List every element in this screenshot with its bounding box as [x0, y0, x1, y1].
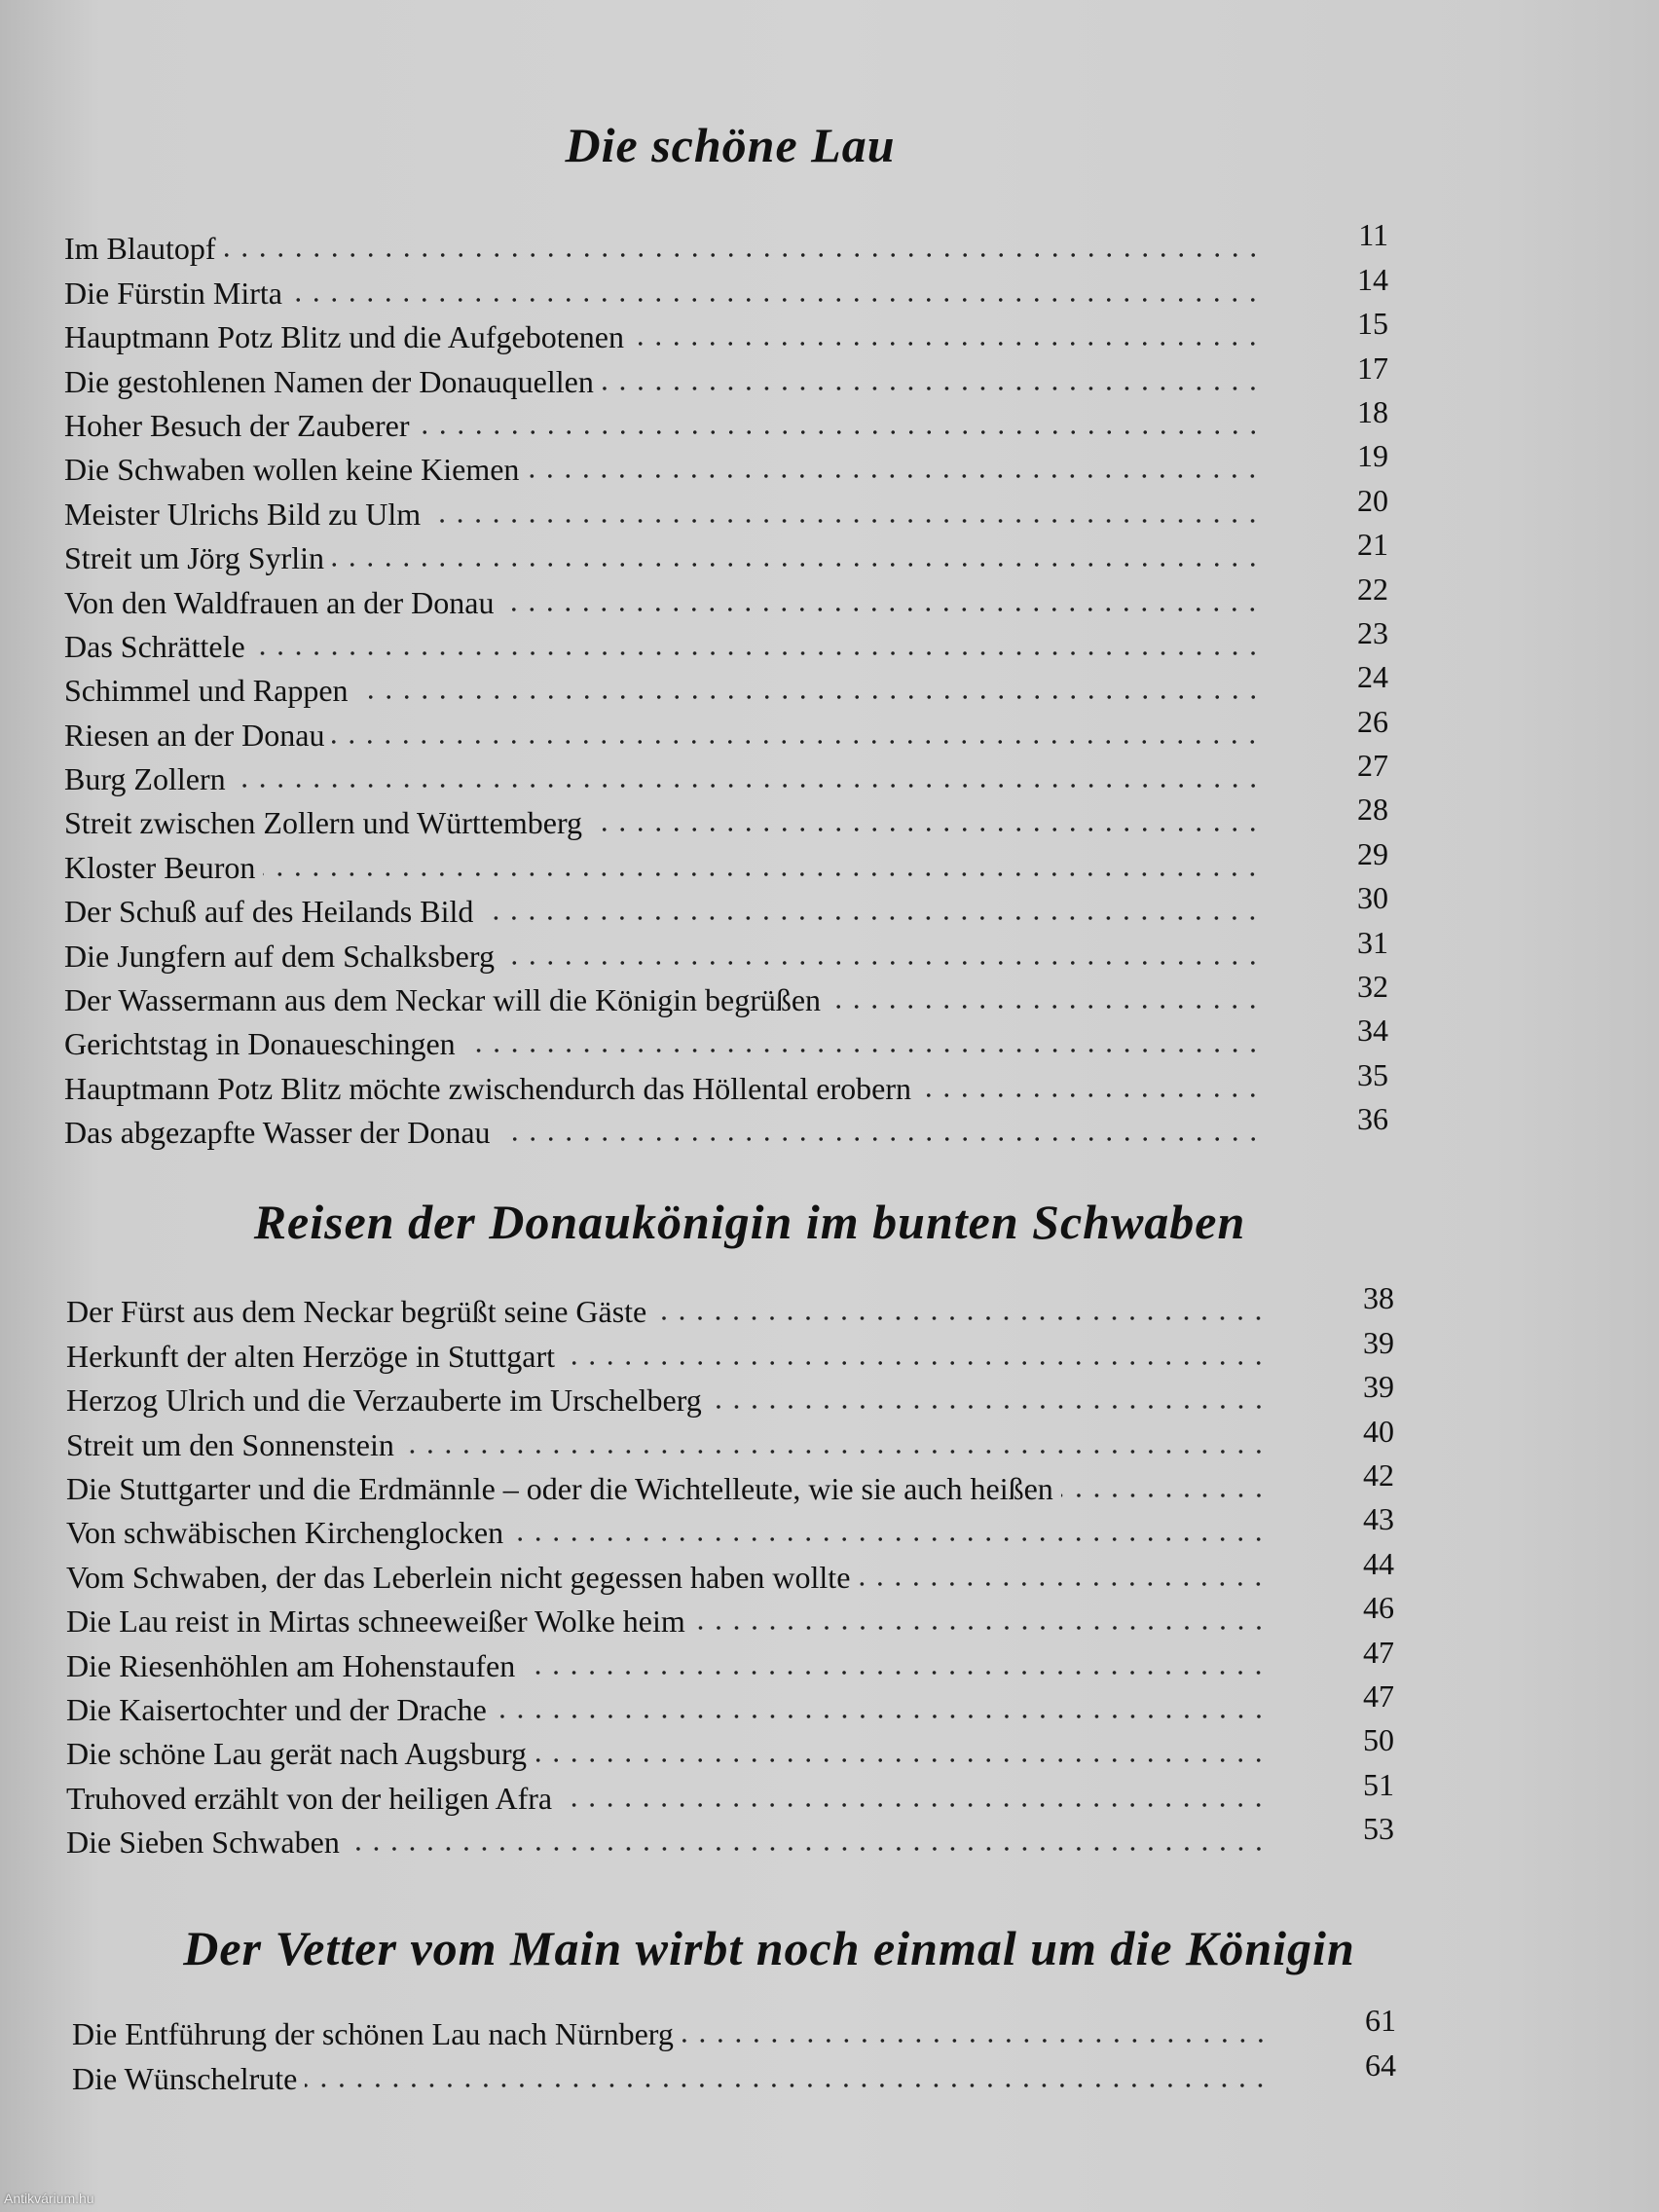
entry-title: Die schöne Lau gerät nach Augsburg [66, 1736, 528, 1772]
entry-page-number: 31 [1357, 924, 1388, 960]
entry-title: Die Sieben Schwaben [66, 1825, 340, 1861]
entry-page-number: 34 [1357, 1013, 1388, 1049]
dot-leader [511, 1536, 1268, 1542]
entry-page-number: 47 [1363, 1634, 1394, 1670]
entry-page-number: 24 [1357, 659, 1388, 695]
toc-list [64, 217, 1388, 1151]
entry-page-number: 32 [1357, 969, 1388, 1005]
entry-title: Burg Zollern [64, 761, 226, 797]
entry-page-number: 46 [1363, 1590, 1394, 1626]
section-heading: Der Vetter vom Main wirbt noch einmal um die Königin [183, 1921, 1355, 1975]
entry-page-number: 18 [1357, 393, 1388, 429]
dot-leader [290, 297, 1262, 303]
entry-title: Die Riesenhöhlen am Hohenstaufen [66, 1647, 516, 1683]
toc-entry [66, 1811, 1394, 1861]
entry-page-number: 50 [1363, 1722, 1394, 1758]
toc-entry [64, 571, 1388, 620]
dot-leader [418, 429, 1263, 435]
toc-entry [64, 614, 1388, 664]
toc-list [66, 1280, 1394, 1861]
dot-leader [501, 607, 1262, 612]
entry-page-number: 38 [1363, 1280, 1394, 1316]
toc-entry [66, 1456, 1394, 1506]
dot-leader [1061, 1493, 1268, 1498]
toc-entry [66, 1501, 1394, 1551]
dot-leader [263, 871, 1262, 877]
entry-page-number: 14 [1357, 261, 1388, 297]
entry-page-number: 39 [1363, 1324, 1394, 1360]
toc-entry [66, 1766, 1394, 1816]
entry-title: Der Wassermann aus dem Neckar will die Königin begrüßen [64, 982, 822, 1018]
dot-leader [234, 783, 1262, 789]
toc-entry [64, 350, 1388, 399]
toc-entry [64, 261, 1388, 311]
toc-entry [66, 1590, 1394, 1640]
toc-entry [64, 217, 1388, 267]
entry-title: Schimmel und Rappen [64, 673, 349, 709]
toc-entry [64, 924, 1388, 974]
dot-leader [693, 1625, 1268, 1631]
entry-title: Die Fürstin Mirta [64, 275, 282, 311]
entry-page-number: 42 [1363, 1456, 1394, 1493]
entry-title: Die Wünschelrute [72, 2060, 298, 2096]
entry-page-number: 20 [1357, 482, 1388, 518]
entry-title: Der Schuß auf des Heilands Bild [64, 894, 474, 930]
toc-entry [64, 1013, 1388, 1062]
dot-leader [253, 650, 1262, 656]
dot-leader [590, 827, 1262, 832]
entry-title: Im Blautopf [64, 231, 216, 267]
entry-page-number: 21 [1357, 527, 1388, 563]
entry-title: Das abgezapfte Wasser der Donau [64, 1115, 491, 1151]
entry-title: Streit um den Sonnenstein [66, 1426, 394, 1462]
dot-leader [710, 1404, 1268, 1410]
entry-title: Vom Schwaben, der das Leberlein nicht gegessen haben wollte [66, 1559, 851, 1595]
toc-list [72, 2003, 1396, 2096]
entry-title: Die Entführung der schönen Lau nach Nürnberg [72, 2016, 674, 2052]
dot-leader [602, 386, 1262, 391]
toc-entry [72, 2046, 1396, 2096]
toc-entry [64, 393, 1388, 443]
entry-page-number: 23 [1357, 614, 1388, 650]
entry-page-number: 29 [1357, 835, 1388, 871]
toc-entry [64, 438, 1388, 488]
entry-title: Riesen an der Donau [64, 717, 325, 753]
dot-leader [527, 473, 1262, 479]
toc-entry [64, 1101, 1388, 1151]
toc-entry [64, 835, 1388, 885]
toc-entry [66, 1722, 1394, 1772]
entry-page-number: 19 [1357, 438, 1388, 474]
dot-leader [463, 1048, 1262, 1053]
dot-leader [498, 1136, 1262, 1142]
dot-leader [348, 1846, 1268, 1852]
entry-page-number: 27 [1357, 748, 1388, 784]
toc-entry [64, 306, 1388, 355]
dot-leader [305, 2083, 1270, 2088]
entry-title: Die Schwaben wollen keine Kiemen [64, 452, 520, 488]
entry-title: Hauptmann Potz Blitz und die Aufgebotenen [64, 319, 624, 355]
entry-title: Die Lau reist in Mirtas schneeweißer Wolke heim [66, 1604, 685, 1640]
toc-entry [64, 703, 1388, 753]
entry-title: Gerichtstag in Donaueschingen [64, 1026, 456, 1062]
dot-leader [224, 252, 1262, 258]
entry-page-number: 35 [1357, 1056, 1388, 1092]
dot-leader [919, 1092, 1262, 1098]
entry-title: Hauptmann Potz Blitz möchte zwischendurch das Höllental erobern [64, 1070, 911, 1106]
toc-entry [66, 1634, 1394, 1683]
watermark: Antikvárium.hu [4, 2191, 94, 2206]
dot-leader [332, 739, 1262, 745]
dot-leader [682, 2038, 1270, 2044]
entry-title: Truhoved erzählt von der heiligen Afra [66, 1780, 553, 1816]
entry-page-number: 39 [1363, 1369, 1394, 1405]
dot-leader [654, 1315, 1268, 1321]
entry-title: Von schwäbischen Kirchenglocken [66, 1515, 504, 1551]
dot-leader [829, 1004, 1262, 1010]
entry-page-number: 47 [1363, 1677, 1394, 1714]
entry-title: Die Stuttgarter und die Erdmännle – oder die Wichtelleute, wie sie auch heißen [66, 1470, 1053, 1506]
dot-leader [332, 562, 1262, 568]
entry-title: Streit um Jörg Syrlin [64, 540, 324, 576]
section-heading: Die schöne Lau [565, 118, 896, 172]
toc-entry [64, 748, 1388, 797]
entry-title: Das Schrättele [64, 628, 245, 664]
entry-title: Von den Waldfrauen an der Donau [64, 584, 495, 620]
toc-entry [64, 792, 1388, 841]
entry-page-number: 28 [1357, 792, 1388, 828]
toc-entry [64, 969, 1388, 1018]
entry-title: Herkunft der alten Herzöge in Stuttgart [66, 1338, 556, 1374]
toc-entry [66, 1369, 1394, 1419]
dot-leader [481, 915, 1262, 921]
entry-page-number: 44 [1363, 1545, 1394, 1581]
dot-leader [523, 1670, 1268, 1676]
entry-page-number: 22 [1357, 571, 1388, 607]
entry-title: Kloster Beuron [64, 849, 256, 885]
entry-page-number: 30 [1357, 880, 1388, 916]
section-heading: Reisen der Donaukönigin im bunten Schwaben [253, 1195, 1246, 1249]
entry-page-number: 17 [1357, 350, 1388, 386]
entry-page-number: 61 [1365, 2003, 1396, 2039]
entry-title: Die Kaisertochter und der Drache [66, 1691, 487, 1727]
toc-entry [64, 880, 1388, 930]
entry-title: Die gestohlenen Namen der Donauquellen [64, 363, 594, 399]
toc-entry [66, 1324, 1394, 1374]
entry-title: Hoher Besuch der Zauberer [64, 407, 410, 443]
entry-page-number: 64 [1365, 2046, 1396, 2083]
dot-leader [563, 1360, 1268, 1366]
toc-entry [64, 1056, 1388, 1106]
entry-page-number: 36 [1357, 1101, 1388, 1137]
dot-leader [356, 694, 1262, 700]
entry-page-number: 53 [1363, 1811, 1394, 1847]
dot-leader [402, 1449, 1268, 1455]
entry-page-number: 40 [1363, 1413, 1394, 1449]
entry-page-number: 43 [1363, 1501, 1394, 1537]
dot-leader [535, 1757, 1268, 1763]
dot-leader [858, 1581, 1268, 1587]
dot-leader [428, 518, 1262, 524]
entry-title: Die Jungfern auf dem Schalksberg [64, 938, 495, 974]
dot-leader [632, 341, 1262, 347]
toc-entry [66, 1545, 1394, 1595]
dot-leader [560, 1802, 1268, 1808]
entry-page-number: 15 [1357, 306, 1388, 342]
dot-leader [502, 960, 1262, 966]
toc-entry [66, 1280, 1394, 1330]
toc-entry [64, 527, 1388, 576]
toc-entry [66, 1677, 1394, 1727]
dot-leader [495, 1714, 1268, 1719]
entry-title: Herzog Ulrich und die Verzauberte im Urschelberg [66, 1382, 702, 1419]
entry-title: Der Fürst aus dem Neckar begrüßt seine Gäste [66, 1294, 647, 1330]
entry-title: Streit zwischen Zollern und Württemberg [64, 805, 583, 841]
entry-page-number: 11 [1358, 217, 1388, 253]
toc-entry [72, 2003, 1396, 2052]
entry-title: Meister Ulrichs Bild zu Ulm [64, 496, 422, 532]
toc-entry [64, 659, 1388, 709]
entry-page-number: 51 [1363, 1766, 1394, 1802]
entry-page-number: 26 [1357, 703, 1388, 739]
toc-entry [66, 1413, 1394, 1462]
toc-entry [64, 482, 1388, 532]
